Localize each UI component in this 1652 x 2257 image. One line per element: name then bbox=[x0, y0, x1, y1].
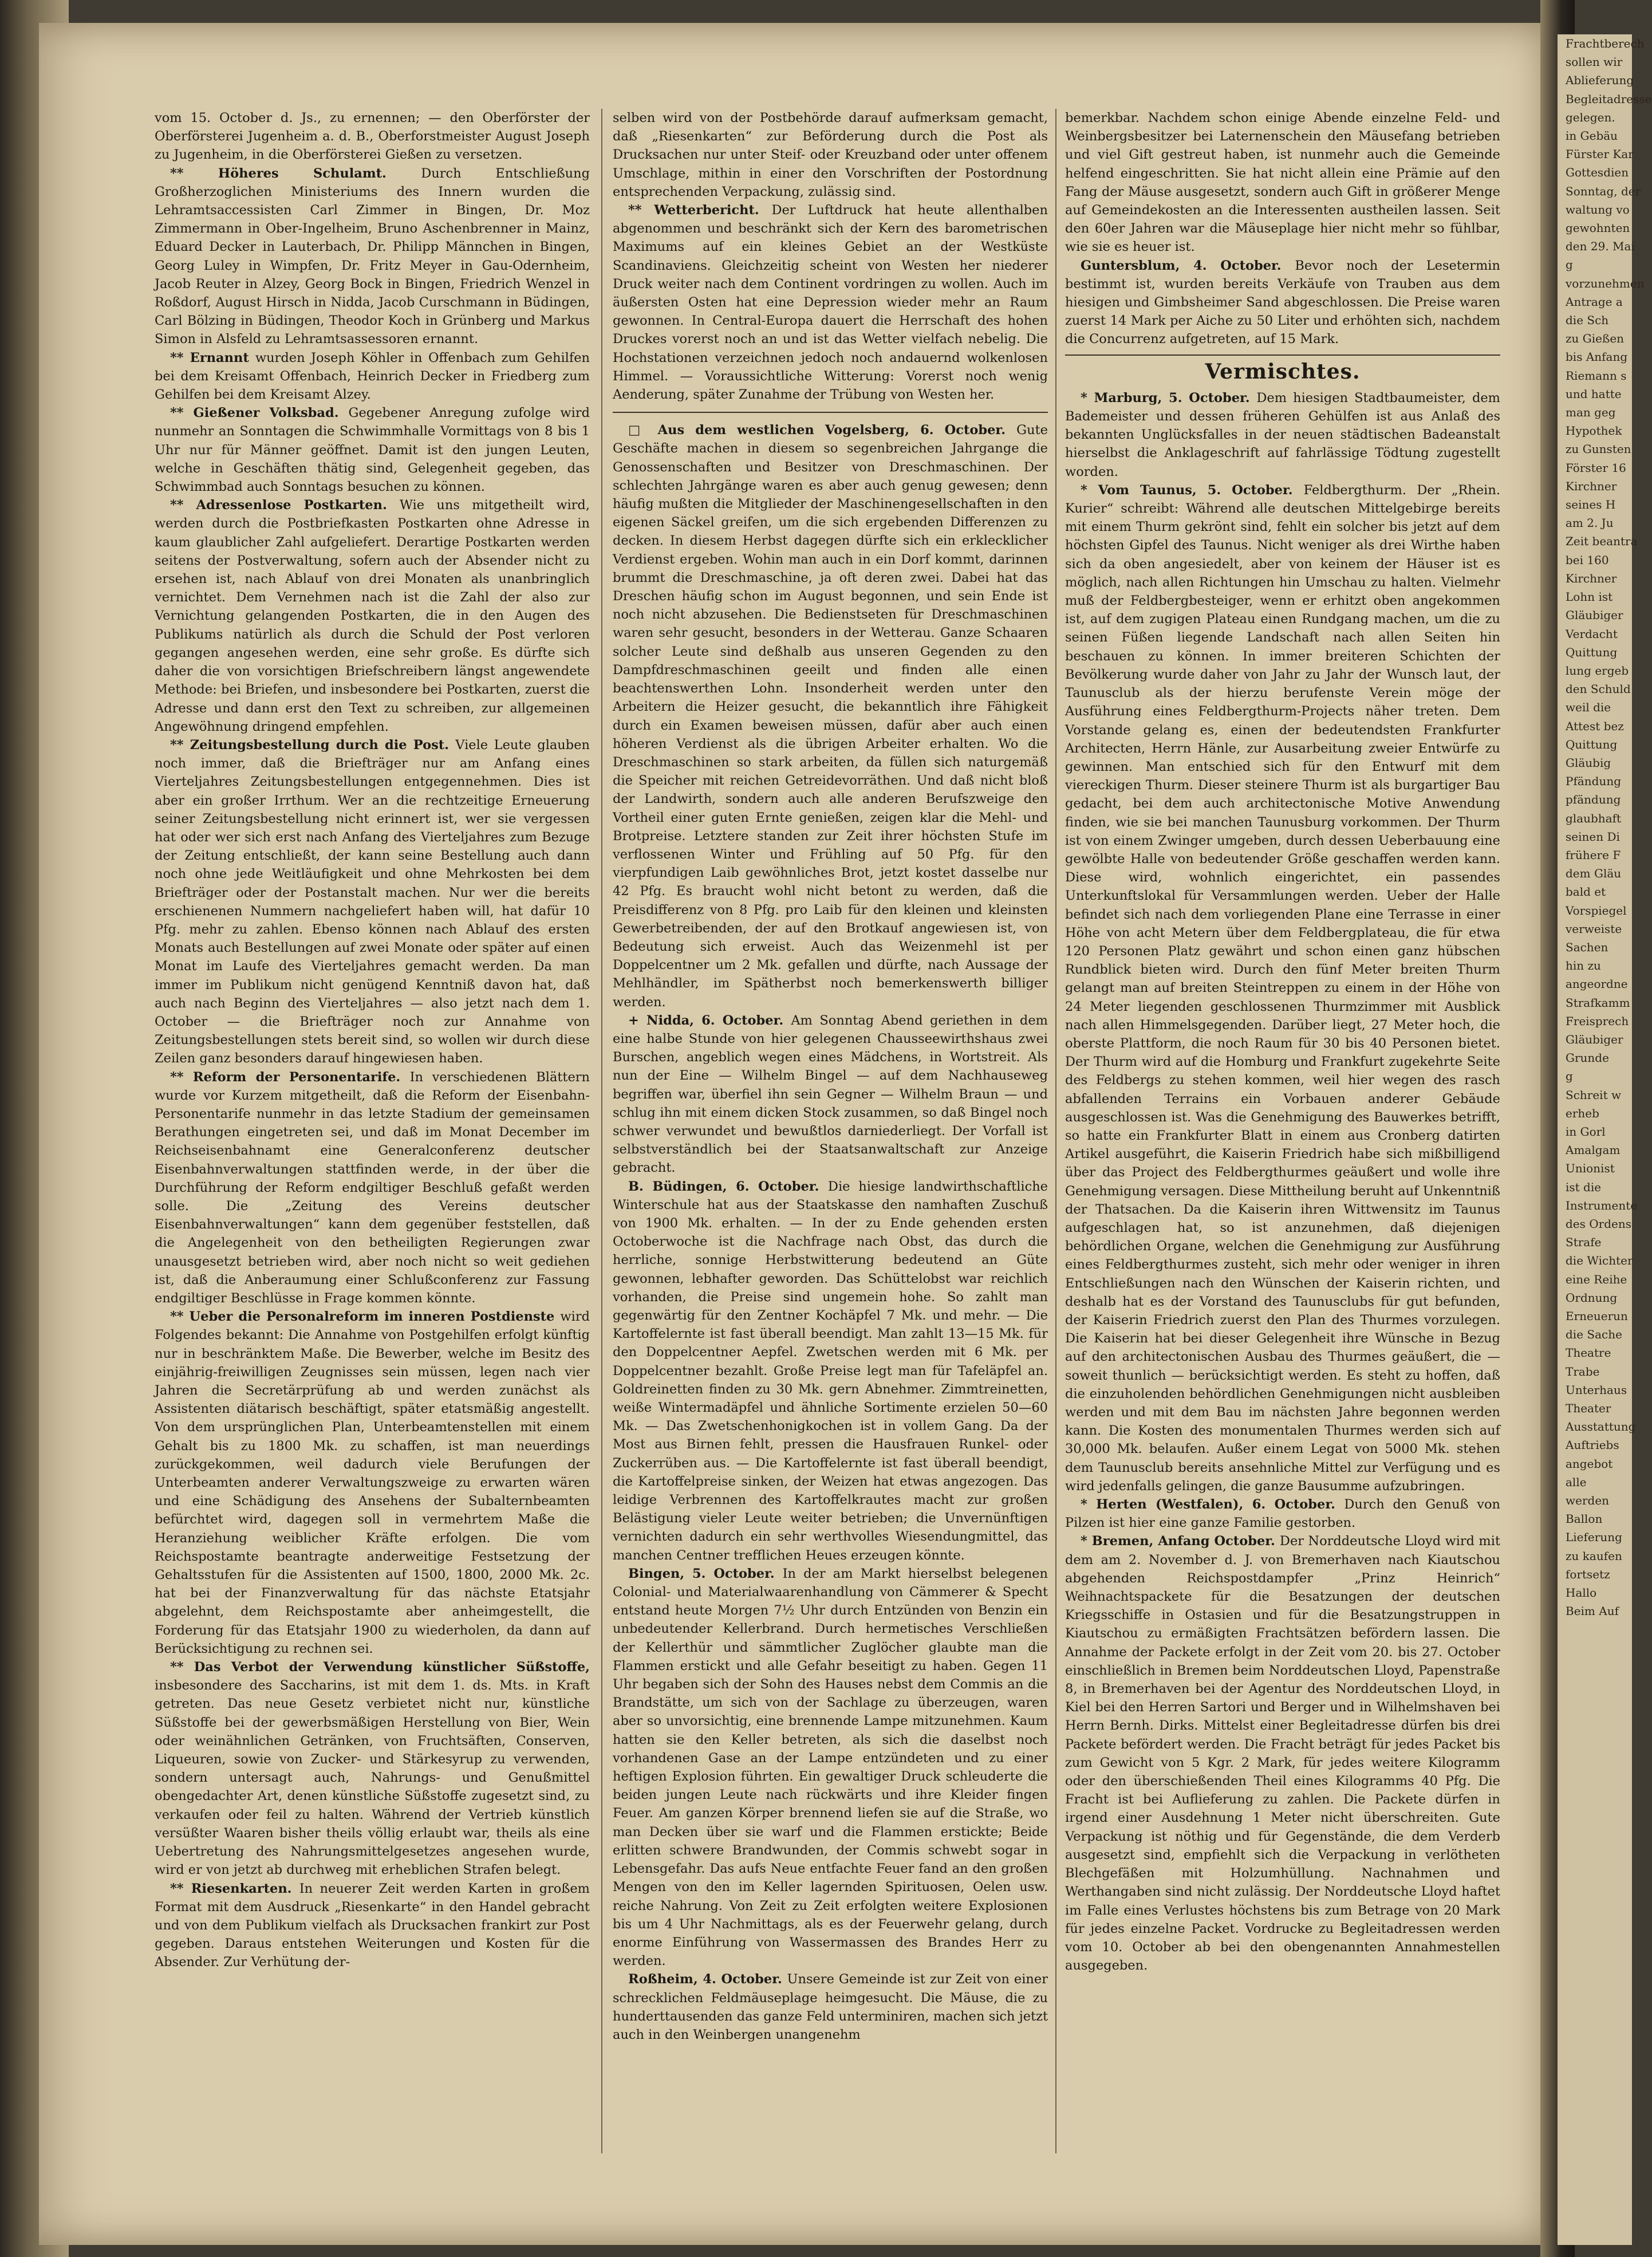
article-text: bemerkbar. Nachdem schon einige Abende einzelne Feld- und Weinbergsbesitzer bei Laternenschein den Mäusefang betrieben und viel Gift gestreut haben, ist nunmehr auch die Gemeinde helfend eingeschritten. Sie hat nicht allein eine Prämie auf den Fang der Mäuse ausgesetzt, sondern auch Gift in größerer Menge auf Gemeindekosten an die Interessenten austheilen lassen. Seit den 60er Jahren war die Mäuseplage hier nicht mehr so fühlbar, wie sie es heuer ist. bbox=[1065, 111, 1500, 255]
facing-page-fragment: Riemann s bbox=[1566, 368, 1627, 383]
article-text: Der Luftdruck hat heute allenthalben abgenommen und beschränkt sich der Kern des barometrischen Maximums auf ein kleines Gebiet an der Westküste Scandinaviens. Gleichzeitig scheint von Westen her niederer Druck weiter nach dem Continent vordringen zu wollen. Auch im äußersten Osten hat eine Depression wieder mehr an Raum gewonnen. In Central-Europa dauert die Herrschaft des hohen Druckes vorerst noch an und ist das Wetter vielfach nebelig. Die Hochstationen verzeichnen jedoch noch andauernd wolkenlosen Himmel. — Voraussichtliche Witterung: Vorerst noch wenig Aenderung, später Zunahme der Trübung von Westen her. bbox=[613, 203, 1048, 403]
column-rule-2 bbox=[1055, 109, 1056, 2153]
facing-page-fragment: Ausstattung bbox=[1566, 1420, 1636, 1434]
facing-page-fragment: Strafkamm bbox=[1566, 995, 1630, 1010]
article-paragraph bbox=[613, 1011, 1048, 1177]
article-lead: ** Riesenkarten. bbox=[170, 1881, 299, 1896]
facing-page-fragment: angeordne bbox=[1566, 977, 1628, 991]
facing-page-fragment: Begleitadresse bbox=[1566, 92, 1652, 106]
article-lead: + Nidda, 6. October. bbox=[628, 1013, 791, 1028]
article-lead: ** Höheres Schulamt. bbox=[170, 166, 421, 181]
article-lead: ** Das Verbot der Verwendung künstlicher Süßstoffe, bbox=[170, 1660, 590, 1675]
article-text: Die hiesige landwirthschaftliche Winterschule hat aus der Staatskasse den namhaften Zuschuß von 1900 Mk. erhalten. — In der zu Ende gehenden ersten Octoberwoche ist die Nachfrage nach Obst, das durch die herrliche, sonnige Herbstwitterung bedeutend an Güte gewonnen, lebhafter geworden. Das Schüttelobst war reichlich vorhanden, die Preise sind ungemein hohe. So zahlt man gegenwärtig für den Zentner Kochäpfel 7 Mk. und mehr. — Die Kartoffelernte ist fast überall beendigt. Man zahlt 13—15 Mk. für den Doppelcentner Aepfel. Zwetschen werden mit 6 Mk. per Doppelcentner bezahlt. Große Preise legt man für Tafeläpfel an. Goldreinetten finden zu 30 Mk. gern Abnehmer. Zimmtreinetten, weiße Wintermadäpfel und ähnliche Sortimente erzielen 50—60 Mk. — Das Zwetschenhonigkochen ist in vollem Gang. Da der Most aus Birnen fehlt, pressen die Hausfrauen Runkel- oder Zuckerrüben aus. — Die Kartoffelernte ist fast überall beendigt, die Kartoffelpreise sinken, der Weizen hat etwas angezogen. Das leidige Verbrennen des Kartoffelkrautes macht zur großen Belästigung vieler Leute weiter betrieben; die Unvernünftigen vernichten dadurch ein sehr werthvolles Wiesendungmittel, das manchen Centner trefflichen Heues erzeugen könnte. bbox=[613, 1179, 1048, 1563]
article-text: Durch Entschließung Großherzoglichen Ministeriums des Innern wurden die Lehramtsaccessisten Carl Zimmer in Bingen, Dr. Moz Zimmermann in Ober-Ingelheim, Bruno Aschenbrenner in Mainz, Eduard Decker in Lauterbach, Dr. Philipp Männchen in Bingen, Georg Luley in Wimpfen, Dr. Fritz Meyer in Gau-Odernheim, Jacob Reuter in Alzey, Georg Bock in Bingen, Friedrich Wenzel in Roßdorf, August Hirsch in Nidda, Jacob Curschmann in Büdingen, Carl Bölzing in Büdingen, Theodor Koch in Grünberg und Markus Simon in Alsfeld zu Lehramtsassessoren ernannt. bbox=[155, 166, 590, 347]
article-lead: ** Ueber die Personalreform im inneren Postdienste bbox=[170, 1309, 561, 1325]
facing-page-fragment: Lohn ist bbox=[1566, 590, 1613, 604]
article-lead: Bingen, 5. October. bbox=[628, 1566, 783, 1581]
article-paragraph bbox=[1065, 1532, 1500, 1975]
facing-page-fragment: Zeit beantra bbox=[1566, 534, 1638, 549]
facing-page-fragment: eine Reihe bbox=[1566, 1272, 1627, 1286]
facing-page-fragment: Quittung bbox=[1566, 645, 1618, 659]
article-paragraph bbox=[1065, 389, 1500, 481]
article-paragraph bbox=[1065, 1495, 1500, 1532]
facing-page-fragment: Auftriebs bbox=[1566, 1438, 1619, 1452]
article-paragraph bbox=[155, 1068, 590, 1308]
facing-page-fragment: Attest bez bbox=[1566, 719, 1624, 733]
article-paragraph bbox=[155, 164, 590, 349]
article-lead: * Bremen, Anfang October. bbox=[1081, 1534, 1280, 1549]
article-column-3 bbox=[1065, 109, 1500, 2153]
facing-page-fragment: hin zu bbox=[1566, 959, 1601, 973]
article-paragraph bbox=[1065, 481, 1500, 1495]
facing-page-fragment: Instrumente bbox=[1566, 1198, 1638, 1212]
facing-page-fragment: alle bbox=[1566, 1475, 1587, 1489]
facing-page-fragment: die Sache bbox=[1566, 1328, 1622, 1342]
article-paragraph bbox=[155, 349, 590, 404]
facing-page-fragment: die Wichter bbox=[1566, 1254, 1633, 1268]
facing-page-fragment: bald et bbox=[1566, 885, 1606, 899]
article-text: In verschiedenen Blättern wurde vor Kurzem mitgetheilt, daß die Reform der Eisenbahn-Personentarife nunmehr in das letzte Stadium der gemeinsamen Berathungen eingetreten sei, und daß im Monat December im Reichseisenbahnamt eine Generalconferenz deutscher Eisenbahnverwaltungen stattfinden werde, in der über die Durchführung der Reform endgiltiger Beschluß gefaßt werden solle. Die „Zeitung des Vereins deutscher Eisenbahnverwaltungen“ kann dem gegenüber feststellen, daß die Angelegenheit von den betheiligten Regierungen zwar unausgesetzt betrieben wird, aber noch nicht so weit gediehen ist, daß die Anberaumung einer Schlußconferenz zur Fassung endgiltiger Beschlüsse in Frage kommen könnte. bbox=[155, 1069, 590, 1306]
facing-page-fragment: Theatre bbox=[1566, 1346, 1611, 1360]
facing-page-fragment: angebot bbox=[1566, 1456, 1613, 1471]
article-column-2 bbox=[613, 109, 1048, 2153]
facing-page-fragment: Amalgam bbox=[1566, 1143, 1621, 1157]
facing-page-fragment: pfändung bbox=[1566, 793, 1621, 807]
facing-page-fragment: Hypothek bbox=[1566, 424, 1622, 438]
facing-page-fragment: in Gorl bbox=[1566, 1124, 1606, 1139]
facing-page-fragment: Unionist bbox=[1566, 1161, 1615, 1176]
article-lead: * Vom Taunus, 5. October. bbox=[1081, 482, 1304, 498]
facing-page-fragment: Quittung bbox=[1566, 737, 1618, 751]
section-heading: Vermischtes. bbox=[1065, 354, 1500, 381]
facing-page-fragment: erheb bbox=[1566, 1106, 1599, 1120]
facing-page-fragment: g bbox=[1566, 258, 1573, 272]
article-paragraph bbox=[1065, 257, 1500, 349]
article-lead: ** Ernannt bbox=[170, 350, 255, 365]
facing-page-fragment: Gläubiger bbox=[1566, 608, 1623, 623]
facing-page-fragment: Grunde bbox=[1566, 1051, 1609, 1065]
facing-page-fragment: zu kaufen bbox=[1566, 1549, 1622, 1563]
facing-page-fragment: den 29. Mai bbox=[1566, 239, 1635, 254]
article-text: Feldbergthurm. Der „Rhein. Kurier“ schreibt: Während alle deutschen Mittelgebirge bereits mit einem Thurm gekrönt sind, fehlt ein solcher bis jetzt auf dem höchsten Gipfel des Taunus. Nicht weniger als drei Wirthe haben sich da oben angesiedelt, aber von keinem der Häuser ist es möglich, nach allen Richtungen hin Umschau zu halten. Vielmehr muß der Feldbergbesteiger, wenn er erhitzt oben angekommen ist, auf dem zugigen Plateau einen Rundgang machen, um die zu seinen Füßen liegende Landschaft nach allen Seiten hin beschauen zu können. In immer breiteren Schichten der Bevölkerung wurde daher von Jahr zu Jahr der Wunsch laut, der Taunusclub als der hierzu berufenste Verein möge der Ausführung eines Feldbergthurm-Projects näher treten. Dem Vorstande gelang es, einen der bedeutendsten Frankfurter Architecten, Herrn Hänle, zur Ausarbeitung zweier Entwürfe zu gewinnen. Man entschied sich für den Entwurf mit dem viereckigen Thurm. Dieser steinere Thurm ist als burgartiger Bau gedacht, bei dem auch architectonische Motive Anwendung finden, wie sie bei manchen Taunusburg vorkommen. Der Thurm ist von einem Zwinger umgeben, durch dessen Ueberbauung eine gewölbte Halle von bedeutender Größe geschaffen werden kann. Diese wird, wohnlich eingerichtet, ein passendes Unterkunftslokal für Versammlungen werden. Ueber der Halle befindet sich nach dem vorliegenden Plane eine Terrasse in einer Höhe von acht Metern über dem Feldbergplateau, die für etwa 120 Personen Platz gewährt und schon einen ganz hübschen Rundblick bieten wird. Durch den fünf Meter breiten Thurm gelangt man auf breiten Steintreppen zu einem in der Höhe von 24 Meter liegenden geschlossenen Thurmzimmer mit Ausblick nach allen Himmelsgegenden. Darüber liegt, 27 Meter hoch, die oberste Plattform, die noch Raum für 30 bis 40 Personen bietet. Der Thurm wird auf die Homburg und Frankfurt zugekehrte Seite des Feldbergs zu stehen kommen, weil hier wegen des rasch abfallenden Terrains ein Vorbauen anderer Gebäude ausgeschlossen ist. Was die Genehmigung des Bauwerkes betrifft, so hatte ein Frankfurter Blatt in einem aus Cronberg datirten Artikel ausgeführt, die Kaiserin Friedrich habe sich mißbilligend über das Project des Feldbergthurmes geäußert und wolle ihre Genehmigung versagen. Diese Mittheilung beruht auf Unkenntniß der Thatsachen. Da die Kaiserin ihren Wittwensitz im Taunus aufgeschlagen hat, so ist anzunehmen, daß diejenigen behördlichen Organe, welchen die Genehmigung zur Ausführung eines Feldbergthurmes zusteht, sich mehr oder weniger in ihren Entschließungen nach den Wünschen der Kaiserin richten, und deshalb hat es der Vorstand des Taunusclubs für gut befunden, der Kaiserin Friedrich zuerst den Plan des Thurmes vorzulegen. Die Kaiserin hat bei dieser Gelegenheit ihre Wünsche in Bezug auf den architectonischen Ausbau des Thurmes geäußert, die — soweit thunlich — berücksichtigt werden. Es steht zu hoffen, daß die einzuholenden behördlichen Genehmigungen nicht ausbleiben werden und mit dem Bau im nächsten Jahre begonnen werden kann. Die Kosten des monumentalen Thurmes werden sich auf 30,000 Mk. belaufen. Außer einem Legat von 5000 Mk. stehen dem Taunusclub bereits ansehnliche Mittel zur Verfügung und es wird jedenfalls gelingen, die ganze Bausumme aufzubringen. bbox=[1065, 482, 1500, 1494]
facing-page-fragment: vorzunehmen bbox=[1566, 276, 1645, 290]
article-paragraph bbox=[1065, 109, 1500, 257]
article-lead: ** Zeitungsbestellung durch die Post. bbox=[170, 737, 456, 753]
article-text: Bevor noch der Lesetermin bestimmt ist, wurden bereits Verkäufe von Trauben aus dem hiesigen und Gimbsheimer Sand abgeschlossen. Die Preise waren zuerst 14 Mark per Aiche zu 50 Liter und erhöhten sich, nachdem die Concurrenz aufgetreten, auf 15 Mark. bbox=[1065, 258, 1500, 347]
facing-page-fragment: Sonntag, der bbox=[1566, 184, 1641, 198]
article-text: Dem hiesigen Stadtbaumeister, dem Bademeister und dessen früheren Gehülfen ist aus Anlaß des bekannten Unglücksfalles in der neuen städtischen Badeanstalt hierselbst die Anklageschrift auf fahrlässige Tödtung zugestellt worden. bbox=[1065, 390, 1501, 479]
facing-page-fragment: Ordnung bbox=[1566, 1290, 1618, 1305]
facing-page-fragment: g bbox=[1566, 1069, 1573, 1084]
article-text: Viele Leute glauben noch immer, daß die Briefträger nur am Anfang eines Vierteljahres Zeitungsbestellungen entgegennehmen. Dies ist aber ein großer Irrthum. Wer an die rechtzeitige Erneuerung seiner Zeitungsbestellung nicht erinnert ist, wer sie vergessen hat oder wer sich erst nach Anfang des Vierteljahres zum Bezuge der Zeitung entschließt, der kann seine Bestellung auch dann noch ohne jede Weitläufigkeit und ohne Mehrkosten bei dem Briefträger oder der Postanstalt machen. Nur wer die bereits erschienenen Nummern nachgeliefert haben will, hat dafür 10 Pfg. mehr zu zahlen. Ebenso können nach Ablauf des ersten Monats auch Bestellungen auf zwei Monate oder später auf einen Monat im Laufe des Vierteljahres gemacht werden. Da man immer im Publikum nicht genügend Kenntniß davon hat, daß auch nach Beginn des Vierteljahres — also jetzt nach dem 1. October — die Briefträger noch zur Annahme von Zeitungsbestellungen stets bereit sind, so wollen wir durch diese Zeilen ganz besonders darauf hingewiesen haben. bbox=[155, 737, 590, 1066]
article-column-1 bbox=[155, 109, 590, 2153]
article-paragraph bbox=[613, 109, 1048, 201]
article-text: Durch den Genuß von Pilzen ist hier eine ganze Familie gestorben. bbox=[1065, 1497, 1500, 1531]
article-text: Am Sonntag Abend geriethen in dem eine halbe Stunde von hier gelegenen Chausseewirthshaus zwei Burschen, angeblich wegen eines Mädchens, in Wortstreit. Als nun der Eine — Wilhelm Bingel — auf dem Nachhauseweg begriffen war, überfiel ihn sein Gegner — Wilhelm Braun — und schlug ihn mit einem dicken Stock zusammen, so daß Bingel noch schwer verwundet und bewußtlos darniederliegt. Der Vorfall ist selbstverständlich bei der Staatsanwaltschaft zur Anzeige gebracht. bbox=[613, 1013, 1048, 1176]
facing-page-fragment: bei 160 bbox=[1566, 553, 1609, 567]
facing-page-fragment: ist die bbox=[1566, 1180, 1602, 1194]
article-paragraph bbox=[613, 1565, 1048, 1970]
article-lead: * Marburg, 5. October. bbox=[1081, 390, 1257, 405]
facing-page-fragment: Fürster Kar bbox=[1566, 147, 1634, 162]
article-text: Wie uns mitgetheilt wird, werden durch die Postbriefkasten Postkarten ohne Adresse in kaum glaublicher Zahl aufgeliefert. Derartige Postkarten werden seitens der Postverwaltung, sofern auch der Absender nicht zu ersehen ist, nach Ablauf von drei Monaten als unanbringlich vernichtet. Dem Vernehmen nach ist die Zahl der also zur Vernichtung gelangenden Postkarten, die in den Augen des Publikums natürlich als durch die Schuld der Post verloren gegangen angesehen werden, eine sehr große. Es dürfte sich daher die von vorsichtigen Briefschreibern längst angewendete Methode: bei Briefen, und insbesondere bei Postkarten, zuerst die Adresse und dann erst den Text zu schreiben, zur allgemeinen Angewöhnung dringend empfehlen. bbox=[155, 498, 590, 734]
article-lead: B. Büdingen, 6. October. bbox=[628, 1179, 828, 1194]
facing-page-fragment: den Schuld bbox=[1566, 682, 1631, 696]
article-divider bbox=[613, 412, 1048, 413]
facing-page-fragment: waltung vo bbox=[1566, 202, 1630, 216]
facing-page-fragment: Antrage a bbox=[1566, 294, 1623, 309]
facing-page-edge bbox=[1558, 34, 1652, 2245]
facing-page-fragment: werden bbox=[1566, 1494, 1610, 1508]
facing-page-fragment: lung ergeb bbox=[1566, 663, 1629, 678]
facing-page-fragment: Gottesdien bbox=[1566, 166, 1629, 180]
facing-page-fragment: Verdacht bbox=[1566, 627, 1618, 641]
article-text: Unsere Gemeinde ist zur Zeit von einer schrecklichen Feldmäuseplage heimgesucht. Die Mäuse, die zu hunderttausenden das ganze Feld unterminiren, machen sich jetzt auch in den Weinbergen unangenehm bbox=[613, 1972, 1048, 2042]
facing-page-fragment: Vorspiegel bbox=[1566, 903, 1627, 917]
facing-page-fragment: Unterhaus bbox=[1566, 1382, 1627, 1397]
facing-page-fragment: verweiste bbox=[1566, 921, 1622, 936]
article-text: selben wird von der Postbehörde darauf aufmerksam gemacht, daß „Riesenkarten“ zur Beförderung durch die Post als Drucksachen nur unter Steif- oder Kreuzband oder unter offenem Umschlage, mithin in einer den Vorschriften der Postordnung entsprechenden Verpackung, zulässig sind. bbox=[613, 111, 1048, 199]
facing-page-fragment: des Ordens bbox=[1566, 1217, 1631, 1231]
article-text: Gute Geschäfte machen in diesem so segenbreichen Jahrgange die Genossenschaften und Besitzer von Dreschmaschinen. Der schlechten Jahrgänge waren es aber auch genug gewesen; denn häufig mußten die Mitglieder der Maschinengesellschaften in den eigenen Säckel greifen, um die sich ergebenden Differenzen zu decken. In diesem Herbst dagegen dürfte sich ein erklecklicher Verdienst ergeben. Wohin man auch in ein Dorf kommt, darinnen brummt die Dreschmaschine, ja oft deren zwei. Dabei hat das Dreschen häufig schon im August begonnen, und sein Ende ist noch nicht abzusehen. Die Bedienstseten für Dreschmaschinen waren sehr gesucht, besonders in der Wetterau. Ganze Schaaren solcher Leute sind deßhalb aus unseren Gegenden zu den Dampfdreschmaschinen geeilt und finden alle einen beachtenswerthen Lohn. Insonderheit werden unter den Arbeitern die Heizer gesucht, die bekanntlich ihre Fähigkeit durch ein Examen beweisen müssen, dafür aber auch einen höheren Verdienst als die übrigen Arbeiter erhalten. Wo die Dreschmaschinen so stark arbeiten, da füllen sich naturgemäß die Speicher mit reichen Getreidevorräthen. Und daß nicht bloß der Landwirth, sondern auch alle anderen Berufszweige den Vortheil einer guten Ernte genießen, zeigen klar die Mehl- und Brotpreise. Letztere standen zur Zeit ihrer höchsten Stufe im verflossenen Winter und Frühling auf 50 Pfg. für den vierpfundigen Laib gewöhnliches Brot, jetzt kostet dasselbe nur 42 Pfg. Es braucht wohl nicht betont zu werden, daß die Preisdifferenz von 8 Pfg. pro Laib für den kleinen und kleinsten Gewerbetreibenden, der auf den Brotkauf angewiesen ist, von Bedeutung sich erweist. Auch das Weizenmehl ist per Doppelcentner um 2 Mk. gefallen und dürfte, nach Aussage der Mehlhändler, im Spätherbst noch bemerkenswerth billiger werden. bbox=[613, 423, 1048, 1010]
article-paragraph bbox=[155, 496, 590, 736]
facing-page-fragment: Beim Auf bbox=[1566, 1604, 1619, 1618]
facing-page-fragment: Erneuerun bbox=[1566, 1309, 1628, 1324]
article-paragraph bbox=[613, 1177, 1048, 1565]
article-paragraph bbox=[613, 421, 1048, 1011]
facing-page-fragment: Trabe bbox=[1566, 1364, 1600, 1378]
article-paragraph bbox=[155, 1880, 590, 1972]
facing-page-fragment: dem Gläu bbox=[1566, 866, 1622, 881]
article-paragraph bbox=[155, 736, 590, 1068]
facing-page-fragment: fortsetz bbox=[1566, 1567, 1610, 1581]
article-lead: ** Gießener Volksbad. bbox=[170, 405, 349, 421]
article-lead: ** Wetterbericht. bbox=[628, 203, 772, 218]
article-paragraph bbox=[155, 404, 590, 496]
facing-page-fragment: Strafe bbox=[1566, 1235, 1602, 1250]
facing-page-fragment: in Gebäu bbox=[1566, 129, 1618, 143]
facing-page-fragment: Ballon bbox=[1566, 1512, 1603, 1526]
article-paragraph bbox=[613, 1970, 1048, 2044]
article-paragraph bbox=[613, 201, 1048, 404]
facing-page-fragment: glaubhaft bbox=[1566, 811, 1622, 825]
facing-page-fragment: Gläubig bbox=[1566, 755, 1611, 770]
facing-page-fragment: am 2. Ju bbox=[1566, 516, 1614, 530]
facing-page-fragment: Frachtberech bbox=[1566, 37, 1645, 50]
facing-page-fragment: gewohnten bbox=[1566, 221, 1630, 235]
article-text: wurden Joseph Köhler in Offenbach zum Gehilfen bei dem Kreisamt Offenbach, Heinrich Decker in Friedberg zum Gehilfen bei dem Kreisamt Alzey. bbox=[155, 350, 590, 403]
facing-page-fragment: man geg bbox=[1566, 405, 1616, 420]
facing-page-fragment: gelegen. bbox=[1566, 110, 1615, 124]
facing-page-fragment: sollen wir bbox=[1566, 55, 1623, 69]
facing-page-fragment: die Sch bbox=[1566, 313, 1609, 328]
article-lead: ** Adressenlose Postkarten. bbox=[170, 498, 400, 513]
facing-page-fragment: Hallo bbox=[1566, 1586, 1597, 1600]
facing-page-fragment: Gläubiger bbox=[1566, 1032, 1623, 1046]
article-lead: Roßheim, 4. October. bbox=[628, 1972, 787, 1987]
facing-page-fragment: seinen Di bbox=[1566, 829, 1620, 844]
article-text: Der Norddeutsche Lloyd wird mit dem am 2. November d. J. von Bremerhaven nach Kiautschou abgehenden Reichspostdampfer „Prinz Heinrich“ Weihnachtspackete für die Besatzungen der deutschen Kriegsschiffe in Ostasien und für die Besatzungstruppen in Kiautschou zu ermäßigten Frachtsätzen befördern lassen. Die Annahme der Packete erfolgt in der Zeit vom 20. bis 27. October einschließlich in Bremen beim Norddeutschen Lloyd, Papenstraße 8, in Bremerhaven bei der Agentur des Norddeutschen Lloyd, in Kiel bei den Herren Sartori und Berger und in Wilhelmshaven bei Herrn Bernh. Dirks. Mittelst einer Begleitadresse dürfen bis drei Packete befördert werden. Die Fracht beträgt für jedes Packet bis zum Gewicht von 5 Kgr. 2 Mark, für jedes weitere Kilogramm oder den überschießenden Theil eines Kilogramms 40 Pfg. Die Fracht ist bei Auflieferung zu zahlen. Die Packete dürfen in irgend einer Ausdehnung 1 Meter nicht überschreiten. Gute Verpackung ist nöthig und für Gegenstände, die dem Verderb ausgesetzt sind, empfiehlt sich die Verpackung in verlötheten Blechgefäßen mit Holzumhüllung. Nachnahmen und Werthangaben sind nicht zulässig. Der Norddeutsche Lloyd haftet im Falle eines Verlustes höchstens bis zum Betrage von 20 Mark für jedes einzelne Packet. Vordrucke zu Begleitadressen werden vom 10. October ab bei den obengenannten Annahmestellen ausgegeben. bbox=[1065, 1534, 1500, 1974]
facing-page-fragment: und hatte bbox=[1566, 387, 1622, 401]
article-text: insbesondere des Saccharins, ist mit dem 1. ds. Mts. in Kraft getreten. Das neue Gesetz verbietet nicht nur, künstliche Süßstoffe bei der gewerbsmäßigen Herstellung von Bier, Wein oder weinähnlichen Getränken, von Fruchtsäften, Conserven, Liqueuren, sowie von Zucker- und Stärkesyrup zu verwenden, sondern untersagt auch, Nahrungs- und Genußmittel obengedachter Art, denen künstliche Süßstoffe zugesetzt sind, zu verkaufen oder feil zu halten. Während der Vertrieb künstlich versüßter Waaren bisher theils völlig erlaubt war, theils als eine Uebertretung des Nahrungsmittelgesetzes angesehen wurde, wird er von jetzt ab durchweg mit erheblichen Strafen belegt. bbox=[155, 1678, 590, 1878]
facing-page-fragment: Lieferung bbox=[1566, 1530, 1622, 1545]
article-lead: Guntersblum, 4. October. bbox=[1081, 258, 1295, 273]
facing-page-fragment: zu Gießen bbox=[1566, 332, 1625, 346]
article-text: In der am Markt hierselbst belegenen Colonial- und Materialwaarenhandlung von Cämmerer & Specht entstand heute Morgen 7½ Uhr durch Entzünden von Benzin ein unbedeutender Kellerbrand. Durch hermetisches Verschließen der Kellerthür und sämmtlicher Zuglöcher glaubte man die Flammen erstickt und alle Gefahr beseitigt zu haben. Gegen 11 Uhr begaben sich der Sohn des Hauses nebst dem Commis an die Brandstätte, um sich von der Sachlage zu überzeugen, waren aber so unvorsichtig, eine brennende Lampe mitzunehmen. Kaum hatten sie den Keller betreten, als sich die daselbst noch vorhandenen Gase an der Lampe entzündeten und zu einer heftigen Explosion führten. Ein gewaltiger Druck schleuderte die beiden jungen Leute nach rückwärts und ihre Kleider fingen Feuer. Am ganzen Körper brennend liefen sie auf die Straße, wo man Decken über sie warf und die Flammen erstickte; Beide erlitten schwere Brandwunden, der Commis schwebt sogar in Lebensgefahr. Das aufs Neue entfachte Feuer fand an den großen Mengen von den im Keller lagernden Spirituosen, Oelen usw. reiche Nahrung. Von Zeit zu Zeit erfolgten weitere Explosionen bis um 4 Uhr Nachmittags, als es der Feuerwehr gelang, durch enorme Einführung von Wassermassen des Brandes Herr zu werden. bbox=[613, 1566, 1048, 1969]
facing-page-fragment: Schreit w bbox=[1566, 1088, 1622, 1102]
article-text: Gegebener Anregung zufolge wird nunmehr an Sonntagen die Schwimmhalle Vormittags von 8 bis 1 Uhr nur für Männer geöffnet. Damit ist den jungen Leuten, welche in Geschäften thätig sind, Gelegenheit gegeben, das Schwimmbad auch Sonntags besuchen zu können. bbox=[155, 405, 590, 495]
facing-page-fragment: bis Anfang bbox=[1566, 350, 1628, 364]
facing-page-fragment: Ablieferung bbox=[1566, 73, 1634, 88]
article-lead: □ Aus dem westlichen Vogelsberg, 6. October. bbox=[628, 423, 1017, 438]
facing-page-fragment: Förster 16 bbox=[1566, 460, 1626, 475]
article-paragraph bbox=[155, 1307, 590, 1658]
facing-page-fragment: Sachen bbox=[1566, 940, 1608, 954]
article-paragraph bbox=[155, 109, 590, 164]
column-rule-1 bbox=[601, 109, 602, 2153]
article-lead: ** Reform der Personentarife. bbox=[170, 1069, 410, 1085]
facing-page-fragment: seines H bbox=[1566, 498, 1616, 512]
facing-page-fragment: Kirchner bbox=[1566, 571, 1617, 585]
facing-page-fragment: Pfändung bbox=[1566, 774, 1622, 789]
facing-page-fragment: frühere F bbox=[1566, 848, 1621, 862]
facing-page-fragment: Kirchner bbox=[1566, 479, 1617, 493]
facing-page-fragment: weil die bbox=[1566, 700, 1611, 715]
article-lead: * Herten (Westfalen), 6. October. bbox=[1081, 1497, 1345, 1512]
facing-page-fragment: zu Gunsten bbox=[1566, 442, 1631, 456]
article-text: wird Folgendes bekannt: Die Annahme von Postgehilfen erfolgt künftig nur in beschränktem Maße. Die Bewerber, welche im Besitz des einjährig-freiwilligen Zeugnisses sein müssen, legen nach vier Jahren die Secretärprüfung ab und werden zunächst als Assistenten diätarisch beschäftigt, später etatsmäßig angestellt. Von dem ursprünglichen Plan, Unterbeamtenstellen mit einem Gehalt bis zu 1800 Mk. zu schaffen, ist man neuerdings zurückgekommen, weil dadurch viele Berufungen der Unterbeamten anderer Verwaltungszweige zu erwarten wären und eine Schädigung des Ansehens der Subalternbeamten befürchtet wird, dagegen soll in vermehrtem Maße die Heranziehung weiblicher Kräfte erfolgen. Die vom Reichspostamte beantragte anderweitige Festsetzung der Gehaltsstufen für die Assistenten auf 1500, 1800, 2000 Mk. 2c. hat bei der Finanzverwaltung für das nächste Etatsjahr abgelehnt, dem Reichspostamte aber anheimgestellt, die Forderung für das Etatsjahr 1900 zu wiederholen, da dann auf Berücksichtigung zu rechnen sei. bbox=[155, 1309, 590, 1656]
article-text: In neuerer Zeit werden Karten in großem Format mit dem Ausdruck „Riesenkarte“ in den Handel gebracht und von dem Publikum vielfach als Drucksachen frankirt zur Post gegeben. Daraus entstehen Weiterungen und Kosten für die Absender. Zur Verhütung der- bbox=[155, 1881, 590, 1970]
article-text: vom 15. October d. Js., zu ernennen; — den Oberförster der Oberförsterei Jugenheim a. d. B., Oberforstmeister August Joseph zu Jugenheim, in die Oberförsterei Gießen zu versetzen. bbox=[155, 111, 590, 163]
facing-page-fragment: Freisprech bbox=[1566, 1014, 1629, 1028]
article-paragraph bbox=[155, 1658, 590, 1879]
facing-page-fragment: Theater bbox=[1566, 1401, 1611, 1416]
